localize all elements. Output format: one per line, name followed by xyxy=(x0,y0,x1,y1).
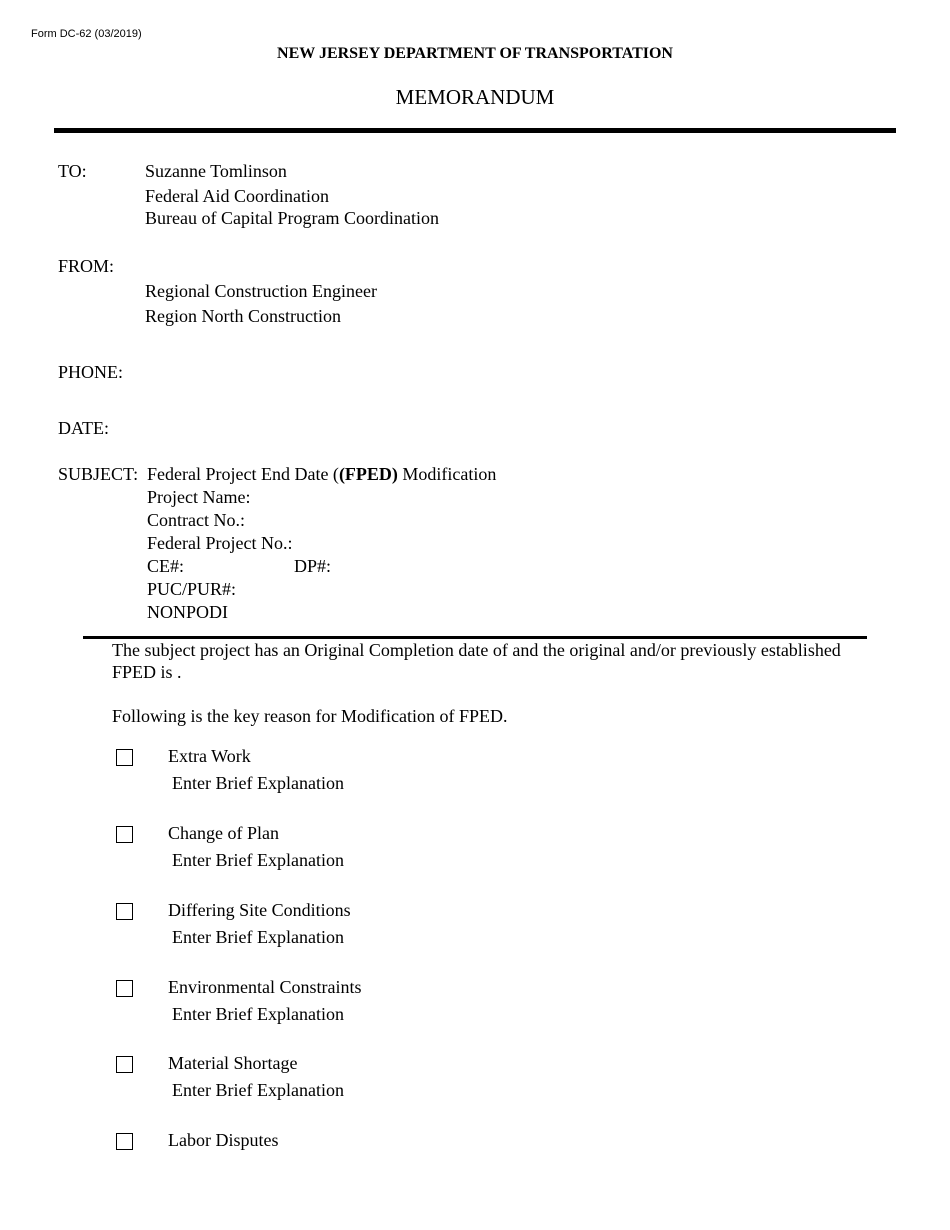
reason-intro: Following is the key reason for Modification of FPED. xyxy=(112,706,508,726)
from-sender-title[interactable]: Regional Construction Engineer xyxy=(145,281,377,301)
extra-work-explanation-field[interactable]: Enter Brief Explanation xyxy=(172,773,344,793)
memorandum-title: MEMORANDUM xyxy=(395,85,555,109)
change-of-plan-explanation-field[interactable]: Enter Brief Explanation xyxy=(172,850,344,870)
phone-label: PHONE: xyxy=(58,362,124,382)
puc-pur-label[interactable]: PUC/PUR#: xyxy=(147,579,237,599)
subject-title-prefix: Federal Project End Date ( xyxy=(147,464,339,484)
subject-title-suffix: Modification xyxy=(397,464,497,484)
differing-site-conditions-checkbox[interactable] xyxy=(116,903,133,920)
material-shortage-checkbox[interactable] xyxy=(116,1056,133,1073)
to-recipient-bureau[interactable]: Bureau of Capital Program Coordination xyxy=(145,208,439,228)
material-shortage-explanation-field[interactable]: Enter Brief Explanation xyxy=(172,1080,344,1100)
subject-title[interactable] xyxy=(147,464,496,485)
labor-disputes-label: Labor Disputes xyxy=(168,1130,279,1150)
project-name-label[interactable]: Project Name: xyxy=(147,487,251,507)
differing-site-conditions-label: Differing Site Conditions xyxy=(168,900,351,920)
ce-number-label[interactable]: CE#: xyxy=(147,556,185,576)
dp-number-label[interactable]: DP#: xyxy=(294,556,332,576)
material-shortage-label: Material Shortage xyxy=(168,1053,298,1073)
to-recipient-name[interactable]: Suzanne Tomlinson xyxy=(145,161,287,181)
subject-title-fped: (FPED) xyxy=(338,464,398,484)
nonpodi-label[interactable]: NONPODI xyxy=(147,602,228,622)
header-divider xyxy=(54,128,896,133)
differing-site-conditions-explanation-field[interactable]: Enter Brief Explanation xyxy=(172,927,344,947)
environmental-constraints-checkbox[interactable] xyxy=(116,980,133,997)
date-label: DATE: xyxy=(58,418,109,438)
from-sender-region[interactable]: Region North Construction xyxy=(145,306,341,326)
change-of-plan-checkbox[interactable] xyxy=(116,826,133,843)
change-of-plan-label: Change of Plan xyxy=(168,823,279,843)
environmental-constraints-explanation-field[interactable]: Enter Brief Explanation xyxy=(172,1004,344,1024)
subject-label: SUBJECT: xyxy=(58,464,139,484)
environmental-constraints-label: Environmental Constraints xyxy=(168,977,362,997)
form-number: Form DC-62 (03/2019) xyxy=(31,28,142,40)
department-title: NEW JERSEY DEPARTMENT OF TRANSPORTATION xyxy=(277,45,673,62)
from-label: FROM: xyxy=(58,256,115,276)
contract-no-label[interactable]: Contract No.: xyxy=(147,510,245,530)
labor-disputes-checkbox[interactable] xyxy=(116,1133,133,1150)
extra-work-label: Extra Work xyxy=(168,746,251,766)
to-label: TO: xyxy=(58,161,87,181)
completion-paragraph: The subject project has an Original Completion date of and the original and/or previously established FPED is . xyxy=(112,640,841,682)
federal-project-no-label[interactable]: Federal Project No.: xyxy=(147,533,293,553)
extra-work-checkbox[interactable] xyxy=(116,749,133,766)
to-recipient-unit[interactable]: Federal Aid Coordination xyxy=(145,186,329,206)
